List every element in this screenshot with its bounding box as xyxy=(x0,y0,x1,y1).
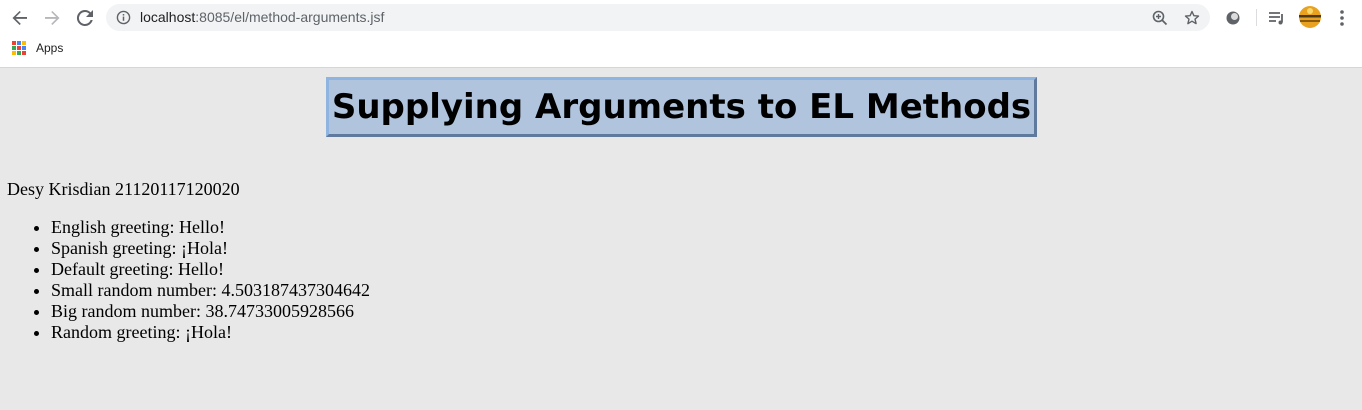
reload-button[interactable] xyxy=(73,6,97,30)
list-item: • Small random number: 4.503187437304642 xyxy=(51,280,370,301)
bookmarks-bar xyxy=(0,35,1362,68)
info-icon[interactable] xyxy=(116,10,131,30)
apps-bookmark[interactable]: Apps xyxy=(36,41,64,55)
page-title: Supplying Arguments to EL Methods xyxy=(326,77,1037,137)
browser-toolbar xyxy=(0,0,1362,35)
zoom-icon[interactable] xyxy=(1151,9,1169,27)
arrow-left-icon xyxy=(11,9,29,27)
toolbar-divider xyxy=(1256,9,1257,26)
url-text[interactable] xyxy=(140,9,384,25)
list-item: • Spanish greeting: ¡Hola! xyxy=(51,238,370,259)
url-host: localhost xyxy=(140,9,196,25)
author-text: Desy Krisdian 21120117120020 xyxy=(7,179,240,199)
url-path: :8085/el/method-arguments.jsf xyxy=(195,9,385,25)
list-item: • Default greeting: Hello! xyxy=(51,259,370,280)
list-item: • Big random number: 38.74733005928566 xyxy=(51,301,370,322)
reload-icon xyxy=(76,9,94,27)
list-item: • English greeting: Hello! xyxy=(51,217,370,238)
avatar[interactable] xyxy=(1298,5,1322,29)
address-bar[interactable] xyxy=(106,4,1210,31)
list-item: • Random greeting: ¡Hola! xyxy=(51,322,370,343)
apps-icon[interactable] xyxy=(12,41,26,55)
back-button[interactable] xyxy=(8,6,32,30)
results-list xyxy=(0,217,370,343)
arrow-right-icon xyxy=(43,9,61,27)
media-queue-icon[interactable] xyxy=(1266,7,1288,29)
star-icon[interactable] xyxy=(1183,9,1201,27)
kebab-menu-icon[interactable] xyxy=(1331,7,1353,29)
forward-button[interactable] xyxy=(40,6,64,30)
extension-icon[interactable] xyxy=(1222,7,1244,29)
